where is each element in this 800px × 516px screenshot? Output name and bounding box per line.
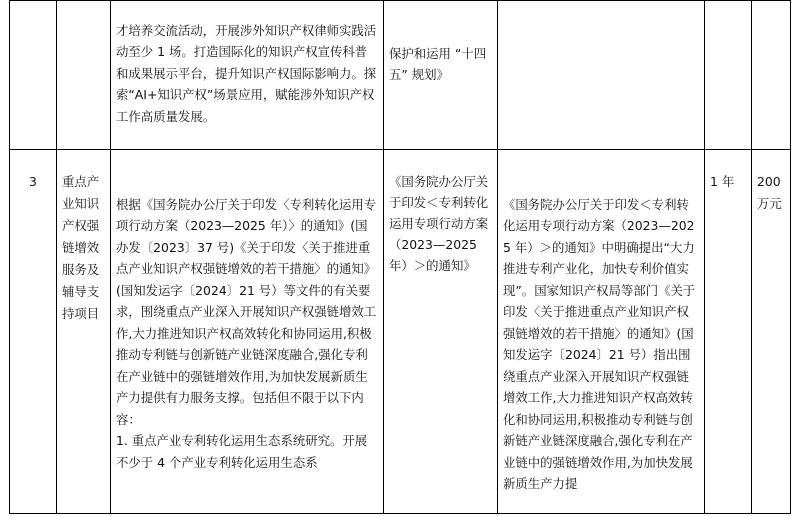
content-text: 根据《国务院办公厅关于印发〈专利转化运用专项行动方案（2023—2025 年）〉的通知》(国办发〔2023〕37 号)《关于印发〈关于推进重点产业知识产权强链增效的若干措施〉的通知》(国知发运字〔2024〕21 号）等文件的有关要求，围绕重点产业深入开展知识产权强链增效工作,大力推进知识产权高效转化和协同运用,积极推动专利链与创新链产业链深度融合,强化专利在产业链中的强链增效作用,为加快发展新质生产力提供有力服务支撑。包括但不限于以下内容： 1. 重点产业专利转化运用生态系统研究。开展不少于 4 个产业专利转化运用生态系	[116, 196, 377, 470]
table-row	[10, 1, 791, 150]
period-text: 1 年	[710, 174, 735, 189]
content-text: 才培养交流活动，开展涉外知识产权律师实践活动至少 1 场。打造国际化的知识产权宣传科普和成果展示平台，提升知识产权国际影响力。探索“AI+知识产权”场景应用，赋能涉外知识产权工作高质量发展。	[116, 22, 377, 124]
project-table	[9, 0, 791, 514]
budget-cell-empty	[752, 1, 791, 150]
content-text-box	[116, 171, 378, 491]
period-cell	[705, 149, 752, 513]
project-cell	[57, 149, 111, 513]
note-cell	[498, 149, 705, 513]
index-cell	[10, 149, 57, 513]
project-name: 重点产业知识产权强链增效服务及辅导支持项目	[62, 174, 100, 321]
table-row	[10, 149, 791, 513]
content-cell	[111, 1, 384, 150]
basis-text: 《国务院办公厅关于印发＜专利转化运用专项行动方案（2023—2025 年）＞的通知》	[389, 174, 489, 273]
basis-cell	[384, 1, 498, 150]
note-cell-empty	[498, 1, 705, 150]
period-cell-empty	[705, 1, 752, 150]
row-index: 3	[29, 174, 37, 189]
budget-cell	[752, 149, 791, 513]
note-text: 《国务院办公厅关于印发＜专利转化运用专项行动方案（2023—2025 年）＞的通知》中明确提出“大力推进专利产业化，加快专利价值实现”。国家知识产权局等部门《关于印发〈关于推进重点产业知识产权强链增效的若干措施〉的通知》(国知发运字〔2024〕21 号）指出围绕重点产业深入开展知识产权强链增效工作,大力推进知识产权高效转化和协同运用,积极推动专利链与创新链产业链深度融合,强化专利在产业链中的强链增效作用,为加快发展新质生产力提	[503, 196, 696, 491]
index-cell-empty	[10, 1, 57, 150]
budget-text: 200 万元	[757, 174, 782, 211]
note-text-box	[503, 171, 699, 491]
basis-cell	[384, 149, 498, 513]
project-cell-empty	[57, 1, 111, 150]
basis-text: 保护和运用 “十四五” 规划》	[389, 45, 487, 82]
content-cell	[111, 149, 384, 513]
